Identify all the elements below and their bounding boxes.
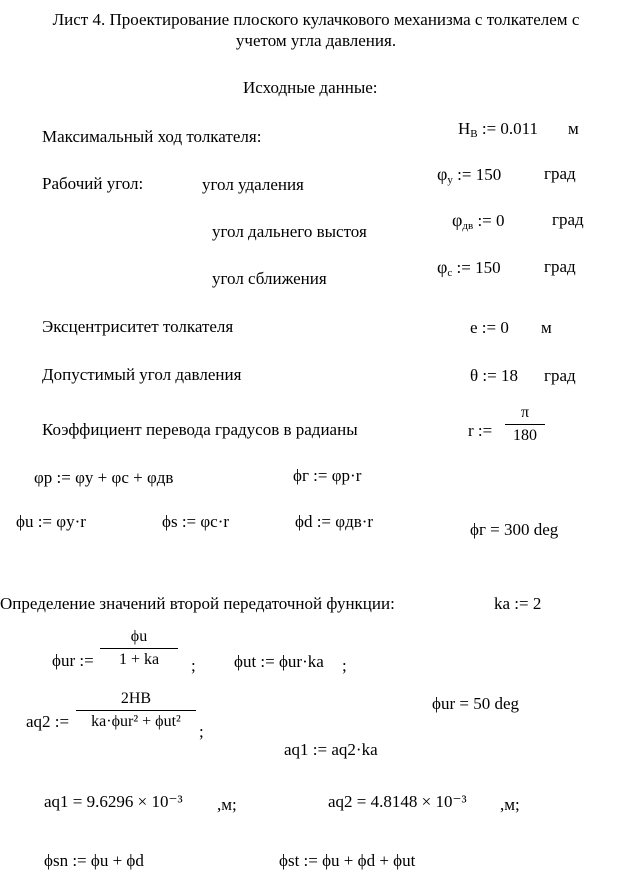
r-fraction-bar <box>505 424 545 425</box>
semicolon-3: ; <box>199 722 204 741</box>
phi-ur-numerator: ϕu <box>130 628 148 645</box>
aq2-value: aq2 = 4.8148 × 10⁻³ <box>328 792 467 811</box>
r-lhs: r := <box>468 421 493 440</box>
r-fraction <box>505 404 545 445</box>
section-initial-data-heading: Исходные данные: <box>243 78 378 97</box>
phi-dv-unit: град <box>552 210 584 229</box>
aq2-unit: ,м; <box>500 795 520 814</box>
e-formula: e := 0 <box>470 318 509 337</box>
page-title-line2: учетом угла давления. <box>235 31 397 50</box>
phi-dv-formula: $\varphi_{дв}$ := 0 <box>452 210 505 232</box>
aq1-formula: aq1 := aq2·ka <box>284 740 378 759</box>
second-function-label: Определение значений второй передаточной функции: <box>0 594 395 613</box>
aq2-denominator: ka·ϕur² + ϕut² <box>91 713 181 730</box>
aq2-fraction <box>76 690 196 731</box>
phi-g-value: ϕг = 300 deg <box>470 520 559 539</box>
phi-y-formula: $\varphi_y$ := 150 <box>437 164 502 186</box>
semicolon-2: ; <box>342 656 347 675</box>
phi-p-formula: φp := φy + φc + φдв <box>34 468 174 487</box>
page-title-line1: Лист 4. Проектирование плоского кулачкового механизма с толкателем с <box>52 10 580 29</box>
phi-u-formula: ϕu := φy·r <box>16 512 86 531</box>
phi-ur-value: ϕur = 50 deg <box>432 694 519 713</box>
phi-sn-formula: ϕsn := ϕu + ϕd <box>44 851 144 870</box>
r-denominator: 180 <box>513 427 537 444</box>
phi-ur-fraction-bar <box>100 648 178 649</box>
phi-y-unit: град <box>544 164 576 183</box>
conversion-label: Коэффициент перевода градусов в радианы <box>42 420 358 439</box>
eccentricity-label: Эксцентриситет толкателя <box>42 317 234 336</box>
phi-ur-denominator: 1 + ka <box>118 651 160 668</box>
semicolon-1: ; <box>191 656 196 675</box>
hb-unit: м <box>568 119 579 138</box>
pressure-angle-label: Допустимый угол давления <box>42 365 242 384</box>
phi-c-formula: $\varphi_c$ := 150 <box>437 257 501 279</box>
hb-formula: $H_B$ := 0.011 <box>458 119 539 140</box>
e-unit: м <box>541 318 552 337</box>
theta-unit: град <box>544 366 576 385</box>
theta-formula: θ := 18 <box>470 366 518 385</box>
angle-removal-label: угол удаления <box>202 175 304 194</box>
angle-far-dwell-label: угол дальнего выстоя <box>212 222 367 241</box>
phi-d-formula: ϕd := φдв·r <box>295 512 374 531</box>
max-stroke-label: Максимальный ход толкателя: <box>42 127 262 146</box>
ka-formula: ka := 2 <box>494 594 542 613</box>
phi-ur-fraction <box>100 628 178 669</box>
phi-ur-lhs: ϕur := <box>52 651 94 670</box>
working-angle-label: Рабочий угол: <box>42 174 144 193</box>
phi-ut-formula: ϕut := ϕur·ka <box>234 652 324 671</box>
aq2-fraction-bar <box>76 710 196 711</box>
angle-approach-label: угол сближения <box>212 269 327 288</box>
aq2-numerator: 2HB <box>120 690 152 707</box>
phi-s-formula: ϕs := φc·r <box>162 512 230 531</box>
aq1-unit: ,м; <box>217 795 237 814</box>
aq2-lhs: aq2 := <box>26 712 70 731</box>
r-numerator: π <box>520 404 530 421</box>
phi-c-unit: град <box>544 257 576 276</box>
phi-st-formula: ϕst := ϕu + ϕd + ϕut <box>279 851 416 870</box>
phi-g-formula: ϕг := φp·r <box>293 466 362 485</box>
aq1-value: aq1 = 9.6296 × 10⁻³ <box>44 792 183 811</box>
